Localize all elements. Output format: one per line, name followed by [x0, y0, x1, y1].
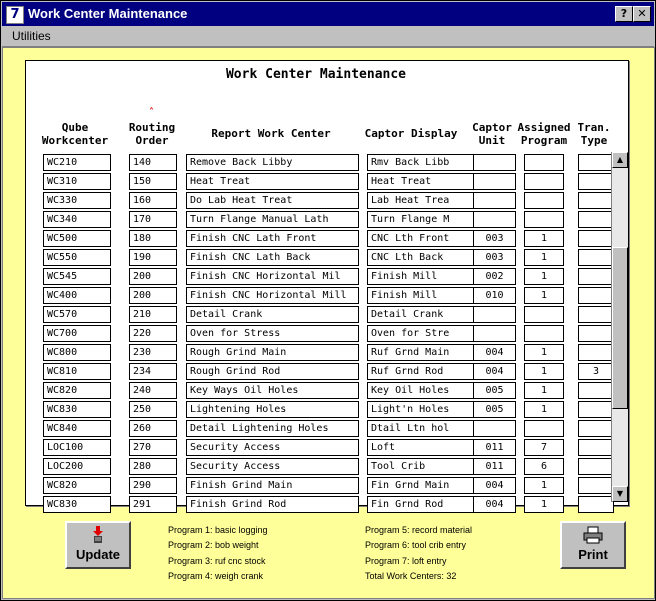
- captor-unit-field[interactable]: 004: [473, 477, 516, 494]
- report-work-center-field[interactable]: Key Ways Oil Holes: [186, 382, 359, 399]
- qube-workcenter-field[interactable]: WC210: [43, 154, 111, 171]
- program-legend-left: [168, 523, 268, 584]
- report-work-center-field[interactable]: Finish Grind Main: [186, 477, 359, 494]
- routing-order-field[interactable]: 220: [129, 325, 177, 342]
- tran-type-field[interactable]: [578, 249, 614, 266]
- captor-unit-field[interactable]: [473, 211, 516, 228]
- assigned-program-field[interactable]: 6: [524, 458, 564, 475]
- report-work-center-field[interactable]: Oven for Stress: [186, 325, 359, 342]
- assigned-program-field[interactable]: 1: [524, 344, 564, 361]
- client-area: [2, 47, 655, 599]
- col-program-line1: Assigned: [517, 121, 571, 134]
- panel-title: Work Center Maintenance: [225, 67, 406, 82]
- table-row: [26, 154, 616, 173]
- table-row: [26, 306, 616, 325]
- app-icon[interactable]: 7: [6, 6, 24, 24]
- legend-line: Program 4: weigh crank: [168, 570, 264, 581]
- work-center-panel: [25, 60, 629, 510]
- report-work-center-field[interactable]: Finish CNC Lath Back: [186, 249, 359, 266]
- qube-workcenter-field[interactable]: WC830: [43, 496, 111, 513]
- tran-type-field[interactable]: [578, 458, 614, 475]
- captor-unit-field[interactable]: 003: [473, 249, 516, 266]
- captor-unit-field[interactable]: 010: [473, 287, 516, 304]
- tran-type-field[interactable]: [578, 306, 614, 323]
- captor-display-field[interactable]: Dtail Ltn hol: [367, 420, 476, 437]
- captor-unit-field[interactable]: [473, 154, 516, 171]
- routing-order-field[interactable]: 190: [129, 249, 177, 266]
- table-row: [26, 268, 616, 287]
- program-legend-right: [365, 523, 472, 584]
- captor-display-field[interactable]: Finish Mill: [367, 268, 476, 285]
- assigned-program-field[interactable]: [524, 325, 564, 342]
- tran-type-field[interactable]: [578, 211, 614, 228]
- assigned-program-field[interactable]: [524, 306, 564, 323]
- assigned-program-field[interactable]: [524, 154, 564, 171]
- assigned-program-field[interactable]: 7: [524, 439, 564, 456]
- qube-workcenter-field[interactable]: WC700: [43, 325, 111, 342]
- assigned-program-field[interactable]: [524, 420, 564, 437]
- assigned-program-field[interactable]: 1: [524, 268, 564, 285]
- captor-display-field[interactable]: Ruf Grnd Main: [367, 344, 476, 361]
- vertical-scrollbar[interactable]: [611, 152, 628, 502]
- routing-order-field[interactable]: 280: [129, 458, 177, 475]
- legend-line: Program 3: ruf cnc stock: [168, 555, 266, 566]
- captor-display-field[interactable]: Turn Flange M: [367, 211, 476, 228]
- sort-indicator-icon: ˄: [149, 107, 154, 118]
- report-work-center-field[interactable]: Finish CNC Horizontal Mill: [186, 287, 359, 304]
- qube-workcenter-field[interactable]: WC820: [43, 382, 111, 399]
- scroll-up-icon[interactable]: ▲: [612, 152, 628, 168]
- col-report-work-center[interactable]: Report Work Center: [211, 127, 331, 140]
- table-row: [26, 325, 616, 344]
- col-unit-line2: Unit: [478, 134, 506, 147]
- report-work-center-field[interactable]: Lightening Holes: [186, 401, 359, 418]
- print-label: Print: [578, 547, 608, 562]
- qube-workcenter-field[interactable]: WC400: [43, 287, 111, 304]
- routing-order-field[interactable]: 290: [129, 477, 177, 494]
- captor-display-field[interactable]: Lab Heat Trea: [367, 192, 476, 209]
- menu-utilities[interactable]: Utilities: [12, 29, 51, 43]
- captor-display-field[interactable]: Ruf Grnd Rod: [367, 363, 476, 380]
- captor-unit-field[interactable]: 005: [473, 401, 516, 418]
- qube-workcenter-field[interactable]: LOC100: [43, 439, 111, 456]
- assigned-program-field[interactable]: 1: [524, 363, 564, 380]
- routing-order-field[interactable]: 200: [129, 268, 177, 285]
- tran-type-field[interactable]: [578, 439, 614, 456]
- report-work-center-field[interactable]: Remove Back Libby: [186, 154, 359, 171]
- report-work-center-field[interactable]: Finish Grind Rod: [186, 496, 359, 513]
- tran-type-field[interactable]: [578, 287, 614, 304]
- title-bar[interactable]: [2, 2, 654, 26]
- tran-type-field[interactable]: [578, 268, 614, 285]
- table-row: [26, 287, 616, 306]
- table-row: [26, 382, 616, 401]
- legend-line: Program 7: loft entry: [365, 555, 447, 566]
- table-row: [26, 344, 616, 363]
- routing-order-field[interactable]: 140: [129, 154, 177, 171]
- table-row: [26, 477, 616, 496]
- printer-icon: [562, 526, 624, 548]
- captor-unit-field[interactable]: 004: [473, 344, 516, 361]
- report-work-center-field[interactable]: Rough Grind Main: [186, 344, 359, 361]
- captor-unit-field[interactable]: 011: [473, 439, 516, 456]
- tran-type-field[interactable]: [578, 325, 614, 342]
- routing-order-field[interactable]: 250: [129, 401, 177, 418]
- qube-workcenter-field[interactable]: WC820: [43, 477, 111, 494]
- table-row: [26, 401, 616, 420]
- qube-workcenter-field[interactable]: WC830: [43, 401, 111, 418]
- assigned-program-field[interactable]: 1: [524, 401, 564, 418]
- table-row: [26, 211, 616, 230]
- assigned-program-field[interactable]: 1: [524, 287, 564, 304]
- captor-unit-field[interactable]: [473, 420, 516, 437]
- qube-workcenter-field[interactable]: WC500: [43, 230, 111, 247]
- scroll-thumb[interactable]: [612, 247, 628, 409]
- qube-workcenter-field[interactable]: WC810: [43, 363, 111, 380]
- routing-order-field[interactable]: 230: [129, 344, 177, 361]
- col-tran-type[interactable]: [574, 121, 614, 147]
- routing-order-field[interactable]: 160: [129, 192, 177, 209]
- report-work-center-field[interactable]: Rough Grind Rod: [186, 363, 359, 380]
- captor-display-field[interactable]: Key Oil Holes: [367, 382, 476, 399]
- qube-workcenter-field[interactable]: LOC200: [43, 458, 111, 475]
- legend-line: Program 6: tool crib entry: [365, 540, 467, 551]
- assigned-program-field[interactable]: [524, 192, 564, 209]
- routing-order-field[interactable]: 170: [129, 211, 177, 228]
- captor-display-field[interactable]: Light'n Holes: [367, 401, 476, 418]
- update-button[interactable]: [65, 521, 131, 569]
- tran-type-field[interactable]: [578, 477, 614, 494]
- captor-unit-field[interactable]: 004: [473, 363, 516, 380]
- assigned-program-field[interactable]: 1: [524, 249, 564, 266]
- col-tran-line1: Tran.: [577, 121, 611, 134]
- qube-workcenter-field[interactable]: WC545: [43, 268, 111, 285]
- report-work-center-field[interactable]: Detail Lightening Holes: [186, 420, 359, 437]
- captor-display-field[interactable]: Fin Grnd Main: [367, 477, 476, 494]
- captor-display-field[interactable]: Heat Treat: [367, 173, 476, 190]
- tran-type-field[interactable]: [578, 230, 614, 247]
- col-assigned-program[interactable]: [516, 121, 572, 147]
- col-qube-workcenter[interactable]: [40, 121, 110, 147]
- col-program-line2: Program: [520, 134, 568, 147]
- assigned-program-field[interactable]: 1: [524, 496, 564, 513]
- routing-order-field[interactable]: 234: [129, 363, 177, 380]
- legend-line: Program 1: basic logging: [168, 525, 268, 535]
- table-row: [26, 496, 616, 515]
- captor-display-field[interactable]: Finish Mill: [367, 287, 476, 304]
- report-work-center-field[interactable]: Finish CNC Horizontal Mil: [186, 268, 359, 285]
- col-routing-line1: Routing: [128, 121, 176, 134]
- qube-workcenter-field[interactable]: WC340: [43, 211, 111, 228]
- report-work-center-field[interactable]: Detail Crank: [186, 306, 359, 323]
- captor-display-field[interactable]: Oven for Stre: [367, 325, 476, 342]
- captor-display-field[interactable]: Tool Crib: [367, 458, 476, 475]
- col-captor-unit[interactable]: [470, 121, 514, 147]
- legend-line: Program 2: bob weight: [168, 540, 259, 551]
- captor-display-field[interactable]: Fin Grnd Rod: [367, 496, 476, 513]
- table-row: [26, 230, 616, 249]
- tran-type-field[interactable]: [578, 401, 614, 418]
- routing-order-field[interactable]: 200: [129, 287, 177, 304]
- routing-order-field[interactable]: 291: [129, 496, 177, 513]
- captor-unit-field[interactable]: 003: [473, 230, 516, 247]
- assigned-program-field[interactable]: [524, 211, 564, 228]
- assigned-program-field[interactable]: 1: [524, 230, 564, 247]
- col-qube-line2: Workcenter: [41, 134, 109, 147]
- scroll-down-icon[interactable]: ▼: [612, 486, 628, 502]
- captor-unit-field[interactable]: 011: [473, 458, 516, 475]
- tran-type-field[interactable]: [578, 344, 614, 361]
- tran-type-field[interactable]: [578, 496, 614, 513]
- update-label: Update: [75, 547, 121, 562]
- qube-workcenter-field[interactable]: WC330: [43, 192, 111, 209]
- captor-unit-field[interactable]: [473, 325, 516, 342]
- qube-workcenter-field[interactable]: WC550: [43, 249, 111, 266]
- table-row: [26, 458, 616, 477]
- routing-order-field[interactable]: 210: [129, 306, 177, 323]
- captor-display-field[interactable]: CNC Lth Back: [367, 249, 476, 266]
- tran-type-field[interactable]: [578, 192, 614, 209]
- assigned-program-field[interactable]: [524, 173, 564, 190]
- table-row: [26, 420, 616, 439]
- legend-line: Program 5: record material: [365, 525, 473, 535]
- captor-unit-field[interactable]: [473, 192, 516, 209]
- total-work-centers: Total Work Centers: 32: [365, 570, 457, 581]
- print-button[interactable]: [560, 521, 626, 569]
- captor-unit-field[interactable]: [473, 306, 516, 323]
- captor-unit-field[interactable]: 002: [473, 268, 516, 285]
- report-work-center-field[interactable]: Turn Flange Manual Lath: [186, 211, 359, 228]
- qube-workcenter-field[interactable]: WC800: [43, 344, 111, 361]
- captor-display-field[interactable]: CNC Lth Front: [367, 230, 476, 247]
- table-row: [26, 173, 616, 192]
- tran-type-field[interactable]: [578, 382, 614, 399]
- routing-order-field[interactable]: 240: [129, 382, 177, 399]
- routing-order-field[interactable]: 180: [129, 230, 177, 247]
- close-button[interactable]: ✕: [633, 6, 651, 22]
- captor-display-field[interactable]: Loft: [367, 439, 476, 456]
- table-row: [26, 363, 616, 382]
- captor-display-field[interactable]: Detail Crank: [367, 306, 476, 323]
- col-routing-line2: Order: [135, 134, 169, 147]
- report-work-center-field[interactable]: Finish CNC Lath Front: [186, 230, 359, 247]
- col-qube-line1: Qube: [61, 121, 89, 134]
- captor-display-field[interactable]: Rmv Back Libb: [367, 154, 476, 171]
- menu-bar: [2, 27, 654, 47]
- captor-unit-field[interactable]: [473, 173, 516, 190]
- captor-unit-field[interactable]: 005: [473, 382, 516, 399]
- report-work-center-field[interactable]: Do Lab Heat Treat: [186, 192, 359, 209]
- report-work-center-field[interactable]: Security Access: [186, 458, 359, 475]
- qube-workcenter-field[interactable]: WC570: [43, 306, 111, 323]
- qube-workcenter-field[interactable]: WC840: [43, 420, 111, 437]
- assigned-program-field[interactable]: 1: [524, 477, 564, 494]
- routing-order-field[interactable]: 270: [129, 439, 177, 456]
- qube-workcenter-field[interactable]: WC310: [43, 173, 111, 190]
- tran-type-field[interactable]: [578, 173, 614, 190]
- col-routing-order[interactable]: [126, 121, 178, 147]
- work-center-table: [26, 154, 616, 510]
- captor-unit-field[interactable]: 004: [473, 496, 516, 513]
- routing-order-field[interactable]: 260: [129, 420, 177, 437]
- table-row: [26, 192, 616, 211]
- help-button[interactable]: ?: [615, 6, 633, 22]
- table-row: [26, 439, 616, 458]
- window-title: Work Center Maintenance: [28, 6, 188, 21]
- col-captor-display[interactable]: Captor Display: [364, 127, 458, 140]
- report-work-center-field[interactable]: Security Access: [186, 439, 359, 456]
- col-tran-line2: Type: [580, 134, 608, 147]
- report-work-center-field[interactable]: Heat Treat: [186, 173, 359, 190]
- routing-order-field[interactable]: 150: [129, 173, 177, 190]
- tran-type-field[interactable]: [578, 154, 614, 171]
- tran-type-field[interactable]: 3: [578, 363, 614, 380]
- tran-type-field[interactable]: [578, 420, 614, 437]
- table-row: [26, 249, 616, 268]
- col-unit-line1: Captor: [472, 121, 512, 134]
- assigned-program-field[interactable]: 1: [524, 382, 564, 399]
- update-icon: [67, 526, 129, 548]
